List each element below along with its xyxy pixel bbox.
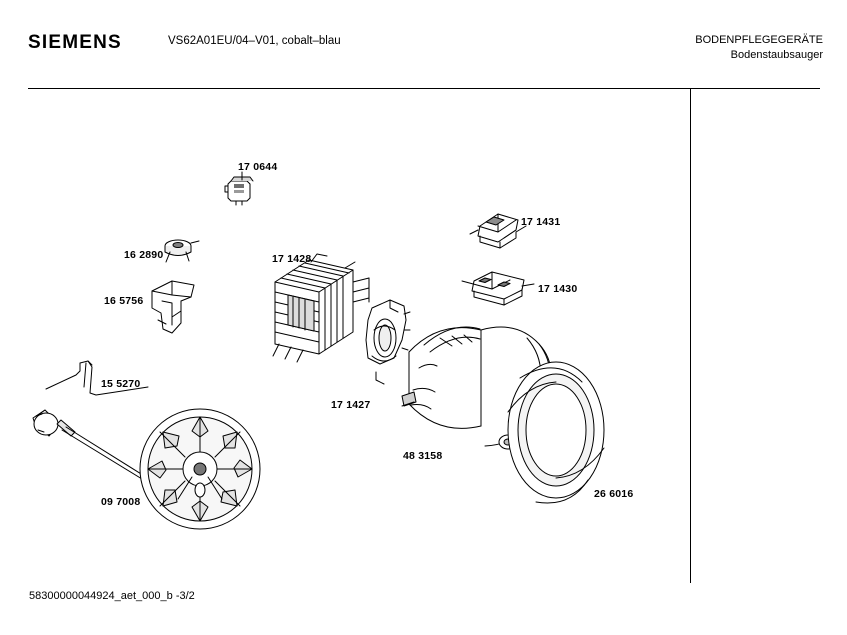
siemens-logo: SIEMENS [28, 32, 122, 53]
label-165756: 16 5756 [104, 295, 144, 307]
page-title: VS62A01EU/04–V01, cobalt–blau [168, 35, 341, 47]
label-266016: 26 6016 [594, 488, 634, 500]
label-155270: 15 5270 [101, 378, 141, 390]
department-label: BODENPFLEGEGERÄTE [695, 34, 823, 46]
part-171427 [366, 300, 410, 384]
footer-drawing-id: 58300000044924_aet_000_b -3/2 [29, 590, 195, 602]
part-170644 [225, 177, 253, 205]
label-171431: 17 1431 [521, 216, 561, 228]
part-097008 [33, 409, 260, 529]
label-483158: 48 3158 [403, 450, 443, 462]
part-171431 [470, 214, 526, 248]
part-165756 [152, 281, 194, 333]
part-171430 [462, 272, 534, 305]
label-170644: 17 0644 [238, 161, 278, 173]
part-266016 [508, 362, 604, 503]
label-171428: 17 1428 [272, 253, 312, 265]
label-097008: 09 7008 [101, 496, 141, 508]
part-162890 [165, 240, 199, 262]
label-171430: 17 1430 [538, 283, 578, 295]
label-162890: 16 2890 [124, 249, 164, 261]
label-171427: 17 1427 [331, 399, 371, 411]
department-sub-label: Bodenstaubsauger [730, 49, 823, 61]
part-171428 [273, 254, 369, 362]
